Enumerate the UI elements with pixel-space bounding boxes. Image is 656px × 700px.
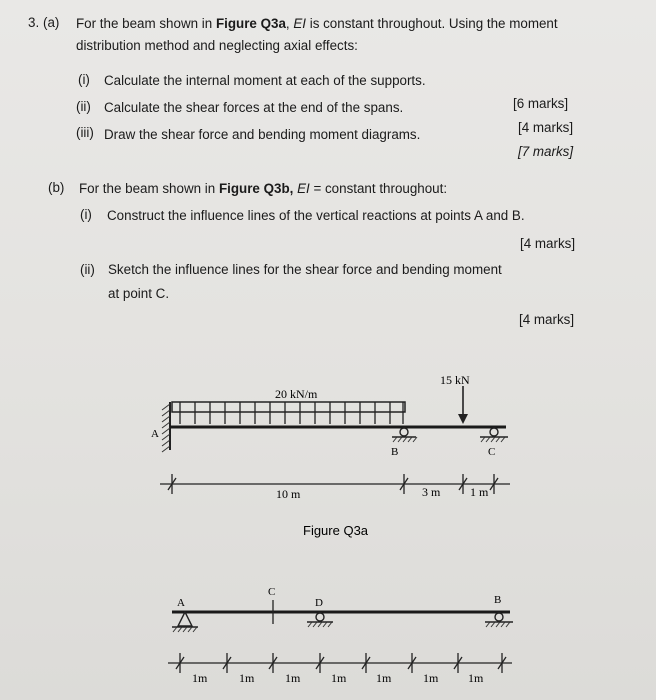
support-label-a: A: [151, 428, 159, 440]
roller-support-b-q3b: [495, 613, 503, 621]
part-b-item-ii-line1: Sketch the influence lines for the shear force and bending moment: [108, 262, 502, 277]
part-a-item-iii-num: (iii): [76, 125, 94, 140]
figure-ref-q3b: Figure Q3b,: [218, 181, 298, 196]
dimension-label-10m: 10 m: [276, 487, 301, 501]
part-b-item-ii-num: (ii): [80, 262, 95, 277]
dimension-label-4: 1m: [331, 671, 347, 685]
dimension-label-3: 1m: [285, 671, 301, 685]
figure-q3a-caption: Figure Q3a: [303, 523, 369, 538]
part-a-intro-line1: For the beam shown in Figure Q3a, EI is constant throughout. Using the moment: [76, 16, 558, 31]
support-label-b: B: [391, 446, 399, 458]
part-a-intro-line2: distribution method and neglecting axial effects:: [76, 38, 358, 53]
part-a-label: (a): [43, 15, 60, 30]
part-a-item-ii-num: (ii): [76, 99, 91, 114]
part-b-item-i-num: (i): [80, 207, 92, 222]
part-a-item-i-num: (i): [78, 72, 90, 87]
part-b-item-ii-line2: at point C.: [108, 286, 170, 301]
dimension-label-1m: 1 m: [470, 485, 489, 499]
point-label-a: A: [177, 597, 185, 609]
part-a-item-iii-text: Draw the shear force and bending moment diagrams.: [104, 127, 421, 142]
support-label-c: C: [488, 446, 496, 458]
dimension-label-1: 1m: [192, 671, 208, 685]
dimension-label-6: 1m: [423, 671, 439, 685]
part-b-item-i-marks: [4 marks]: [520, 236, 576, 251]
part-b-label: (b): [48, 180, 65, 195]
pin-support-a: [178, 612, 192, 626]
figure-ref-q3a: Figure Q3a: [215, 16, 286, 31]
dimension-label-2: 1m: [239, 671, 255, 685]
part-b-item-i-text: Construct the influence lines of the vertical reactions at points A and B.: [107, 208, 525, 223]
point-load-label: 15 kN: [440, 373, 470, 387]
point-label-c: C: [268, 586, 276, 598]
part-a-item-iii-marks: [7 marks]: [518, 144, 574, 159]
udl-label: 20 kN/m: [275, 387, 318, 401]
roller-support-d: [316, 613, 324, 621]
point-label-b: B: [494, 594, 502, 606]
dimension-label-7: 1m: [468, 671, 484, 685]
part-a-item-i-marks: [6 marks]: [513, 96, 569, 111]
part-a-item-ii-marks: [4 marks]: [518, 120, 574, 135]
part-b-item-ii-marks: [4 marks]: [519, 312, 575, 327]
point-label-d: D: [315, 597, 323, 609]
dimension-label-5: 1m: [376, 671, 392, 685]
dimension-label-3m: 3 m: [422, 485, 441, 499]
part-a-item-ii-text: Calculate the shear forces at the end of the spans.: [104, 100, 404, 115]
question-number: 3.: [28, 15, 40, 30]
part-b-intro: For the beam shown in Figure Q3b, EI = constant throughout:: [79, 181, 448, 196]
part-a-item-i-text: Calculate the internal moment at each of the supports.: [104, 73, 426, 88]
